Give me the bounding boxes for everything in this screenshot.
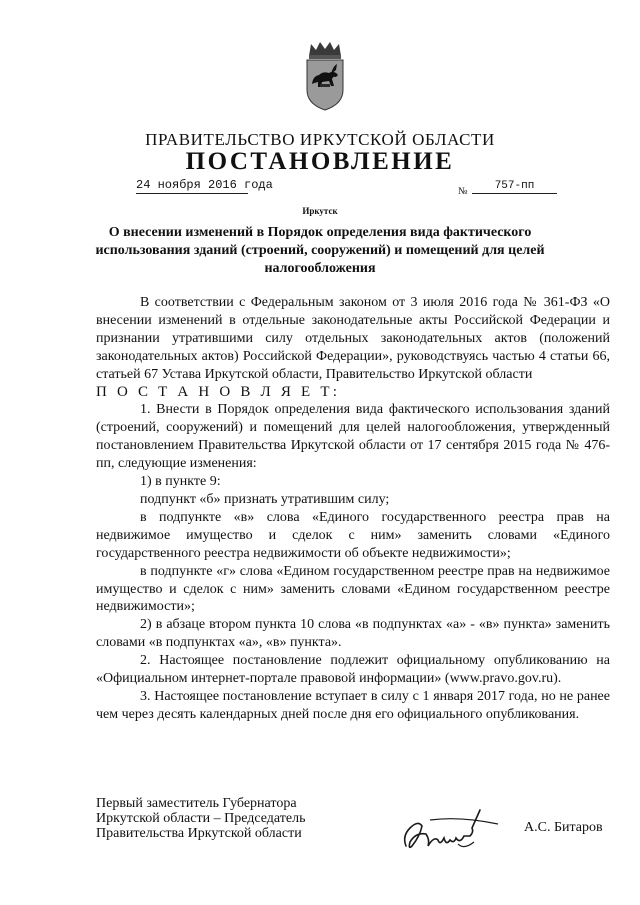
government-name: ПРАВИТЕЛЬСТВО ИРКУТСКОЙ ОБЛАСТИ: [145, 130, 495, 149]
signer-position-line: Иркутской области – Председатель: [96, 811, 306, 826]
signer-position-line: Первый заместитель Губернатора: [96, 796, 297, 811]
document-type: ПОСТАНОВЛЕНИЕ: [185, 148, 455, 175]
city: Иркутск: [302, 206, 338, 216]
handwritten-signature-icon: [400, 806, 500, 854]
document-body: [96, 294, 610, 724]
item-3: 3. Настоящее постановление вступает в силу с 1 января 2017 года, но не ранее чем через десять календарных дней после дня его официального опубликования.: [96, 688, 610, 722]
item-1-1-b: подпункт «б» признать утратившим силу;: [140, 491, 390, 507]
preamble: В соответствии с Федеральным законом от 3 июля 2016 года № 361-ФЗ «О внесении изменений в отдельные законодательные акты Российской Федерации и признании утратившими силу отдельных законодательных актов (положений законодательных актов) Российской Федерации», руководствуясь частью 4 статьи 66, статьей 67 Устава Иркутской области, Правительство Иркутской области: [96, 295, 610, 382]
item-1: 1. Внести в Порядок определения вида фактического использования зданий (строений, сооружений) и помещений для целей налогообложения, утвержденный постановлением Правительства Иркутской области от 17 сентября 2015 года № 476-пп, следующие изменения:: [96, 402, 610, 472]
item-2: 2. Настоящее постановление подлежит официальному опубликованию на «Официальном интернет-портале правовой информации» (www.pravo.gov.ru).: [96, 653, 610, 687]
document-number: 757-пп: [472, 180, 557, 194]
signer-position-line: Правительства Иркутской области: [96, 826, 302, 841]
signer-name: А.С. Битаров: [524, 820, 603, 835]
resolves-heading: П О С Т А Н О В Л Я Е Т:: [96, 383, 341, 400]
item-1-1: 1) в пункте 9:: [140, 474, 221, 490]
document-title: О внесении изменений в Порядок определения вида фактического использования зданий (строений, сооружений) и помещений для целей налогообложения: [95, 225, 545, 276]
coat-of-arms-icon: [303, 40, 347, 112]
item-1-2: 2) в абзаце втором пункта 10 слова «в подпунктах «а» - «в» пункта» заменить словами «в подпунктах «а», «в» пункта».: [96, 617, 610, 651]
document-date: 24 ноября 2016 года: [136, 178, 273, 192]
item-1-1-v: в подпункте «в» слова «Единого государственного реестра прав на недвижимое имущество и сделок с ним» заменить словами «Единого государственного реестра недвижимости об объекте недвижимости»;: [96, 509, 610, 561]
signer-position: [96, 796, 356, 841]
item-1-1-g: в подпункте «г» слова «Едином государственном реестре прав на недвижимое имущество и сделок с ним» заменить словами «Едином государственном реестре недвижимости»;: [96, 563, 610, 615]
number-sign: №: [458, 186, 468, 197]
